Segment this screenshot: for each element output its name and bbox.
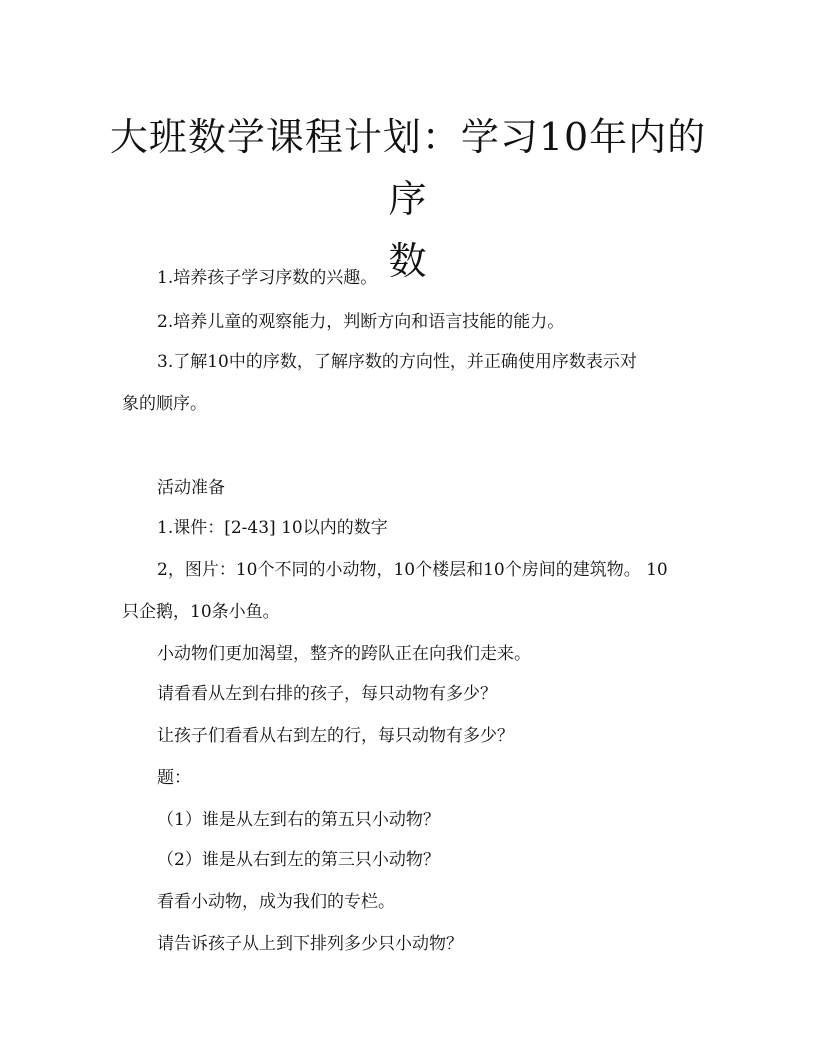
question-label: 题： [157, 768, 191, 788]
preparation-item-2-line-1: 2，图片：10个不同的小动物，10个楼层和10个房间的建筑物。 10 [157, 560, 668, 580]
activity-line-3: 让孩子们看看从右到左的行，每只动物有多少？ [157, 726, 514, 746]
objective-2: 2.培养儿童的观察能力，判断方向和语言技能的能力。 [157, 312, 565, 332]
objective-3-line-1: 3.了解10中的序数，了解序数的方向性，并正确使用序数表示对 [157, 352, 637, 372]
objective-1: 1.培养孩子学习序数的兴趣。 [157, 268, 378, 288]
preparation-item-2-line-2: 只企鹅，10条小鱼。 [122, 602, 280, 622]
preparation-item-1: 1.课件：[2-43] 10以内的数字 [157, 518, 388, 538]
activity-line-4: 看看小动物，成为我们的专栏。 [157, 892, 395, 912]
title-line-2: 数 [388, 239, 428, 283]
question-1: （1）谁是从左到右的第五只小动物？ [157, 810, 440, 830]
preparation-heading: 活动准备 [157, 478, 225, 498]
activity-line-2: 请看看从左到右排的孩子，每只动物有多少？ [157, 684, 497, 704]
activity-line-1: 小动物们更加渴望，整齐的跨队正在向我们走来。 [157, 644, 531, 664]
objective-3-line-2: 象的顺序。 [122, 394, 207, 414]
document-title [100, 106, 716, 292]
question-2: （2）谁是从右到左的第三只小动物？ [157, 850, 440, 870]
activity-line-5: 请告诉孩子从上到下排列多少只小动物？ [157, 934, 463, 954]
title-line-1: 大班数学课程计划：学习10年内的序 [109, 115, 707, 221]
